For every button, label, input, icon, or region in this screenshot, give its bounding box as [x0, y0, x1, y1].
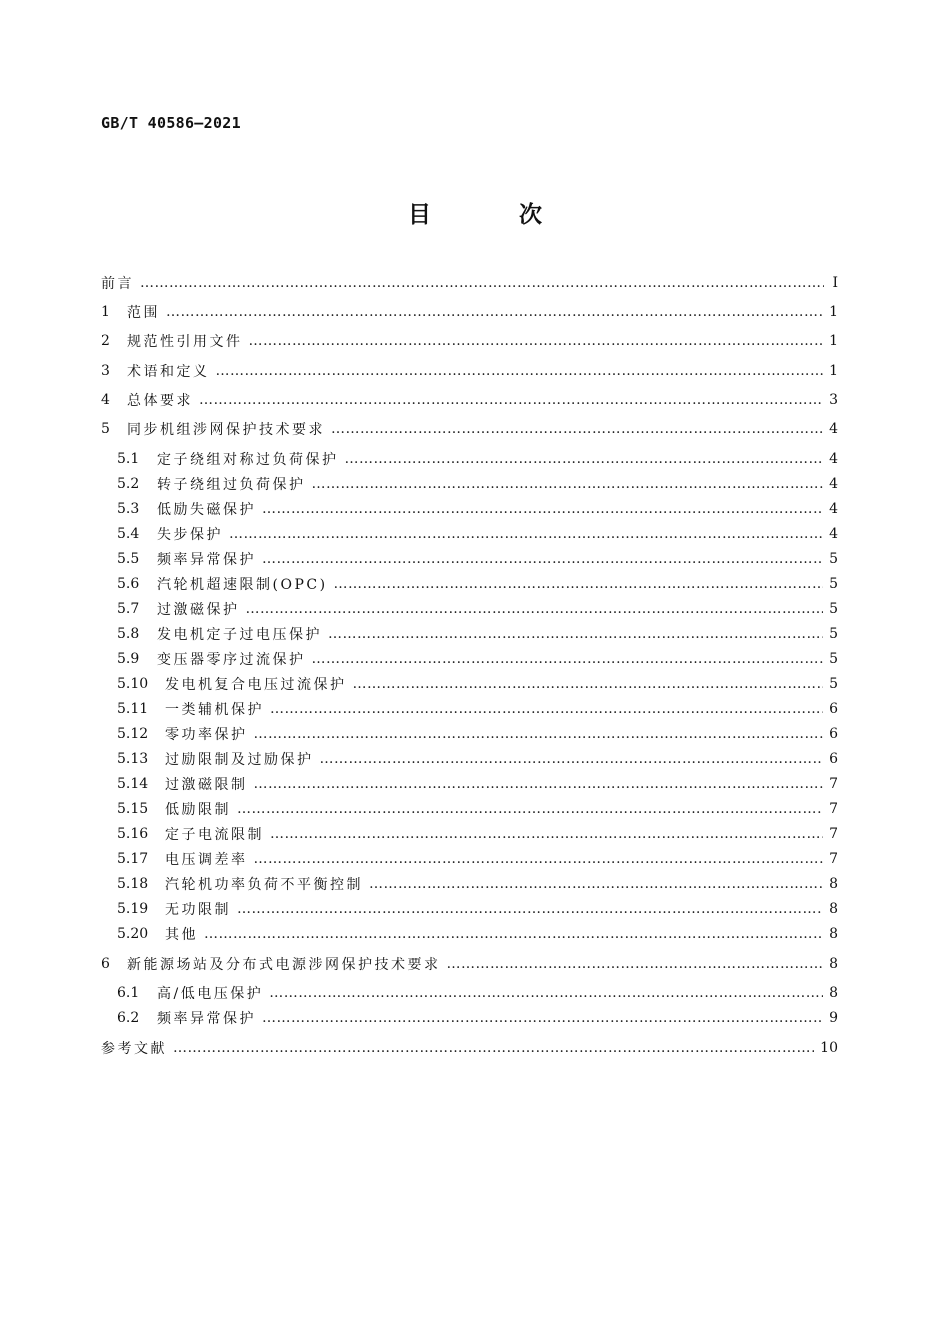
toc-entry-label: 低励限制 [165, 802, 231, 818]
page-title: 目 次 [407, 201, 582, 228]
toc-entry-page-number: 4 [829, 421, 838, 437]
dot-leader [254, 851, 824, 867]
toc-entry-label: 新能源场站及分布式电源涉网保护技术要求 [127, 957, 441, 973]
toc-entry-label: 过励限制及过励保护 [165, 752, 314, 768]
dot-leader [199, 392, 823, 408]
toc-entry-label: 发电机复合电压过流保护 [165, 677, 347, 693]
toc-entry[interactable] [101, 1007, 838, 1029]
toc-entry-number: 5.16 [117, 826, 149, 842]
toc-entry-label: 频率异常保护 [157, 1011, 256, 1027]
toc-entry[interactable] [101, 448, 838, 470]
toc-entry-label: 无功限制 [165, 902, 231, 918]
toc-entry-page-number: 5 [829, 651, 838, 667]
toc-entry-page-number: 7 [829, 826, 838, 842]
toc-entry-page-number: 5 [829, 626, 838, 642]
dot-leader [270, 826, 823, 842]
toc-entry-page-number: 8 [829, 901, 838, 917]
dot-leader [237, 801, 823, 817]
toc-entry[interactable] [101, 982, 838, 1004]
toc-entry[interactable] [101, 723, 838, 745]
toc-entry-number: 5.9 [117, 651, 140, 667]
dot-leader [237, 901, 823, 917]
dot-leader [369, 876, 823, 892]
toc-entry-label: 术语和定义 [127, 364, 210, 380]
dot-leader [331, 421, 823, 437]
toc-entry-number: 5.10 [117, 676, 149, 692]
toc-entry-number: 5.15 [117, 801, 149, 817]
dot-leader [269, 985, 823, 1001]
toc-entry-label: 频率异常保护 [157, 552, 256, 568]
dot-leader [270, 701, 823, 717]
toc-entry[interactable] [101, 673, 838, 695]
toc-entry-label: 一类辅机保护 [165, 702, 264, 718]
toc-entry-page-number: 5 [829, 551, 838, 567]
toc-entry-page-number: 8 [829, 985, 838, 1001]
toc-entry[interactable] [101, 773, 838, 795]
toc-entry-number: 5.6 [117, 576, 140, 592]
toc-entry-number: 6.2 [117, 1010, 140, 1026]
toc-entry-label: 高/低电压保护 [157, 986, 264, 1002]
toc-entry-page-number: 4 [829, 501, 838, 517]
dot-leader [312, 651, 824, 667]
toc-entry[interactable] [101, 498, 838, 520]
toc-entry-label: 零功率保护 [165, 727, 248, 743]
toc-entry-page-number: 4 [829, 476, 838, 492]
toc-entry-number: 4 [101, 392, 110, 408]
toc-entry-page-number: 7 [829, 776, 838, 792]
toc-entry-number: 2 [101, 333, 110, 349]
toc-entry-number: 5.5 [117, 551, 140, 567]
dot-leader [216, 363, 824, 379]
toc-entry-label: 汽轮机功率负荷不平衡控制 [165, 877, 363, 893]
dot-leader [262, 501, 823, 517]
dot-leader [204, 926, 823, 942]
toc-entry[interactable] [101, 698, 838, 720]
toc-entry-label: 定子绕组对称过负荷保护 [157, 452, 339, 468]
toc-entry[interactable] [101, 360, 838, 382]
toc-entry-number: 5.19 [117, 901, 149, 917]
toc-entry-number: 5.3 [117, 501, 140, 517]
toc-entry[interactable] [101, 798, 838, 820]
toc-entry-label: 总体要求 [127, 393, 193, 409]
toc-entry-page-number: 6 [829, 701, 838, 717]
toc-entry-label: 过激磁限制 [165, 777, 248, 793]
dot-leader [246, 601, 824, 617]
toc-entry-page-number: 7 [829, 801, 838, 817]
toc-entry-page-number: 5 [829, 601, 838, 617]
dot-leader [229, 526, 823, 542]
toc-entry-number: 6.1 [117, 985, 140, 1001]
dot-leader [353, 676, 824, 692]
toc-entry-page-number: 6 [829, 751, 838, 767]
toc-entry[interactable] [101, 523, 838, 545]
dot-leader [345, 451, 824, 467]
toc-entry[interactable] [101, 648, 838, 670]
toc-entry-page-number: 7 [829, 851, 838, 867]
toc-entry[interactable] [101, 1037, 838, 1059]
dot-leader [262, 551, 823, 567]
toc-entry-number: 6 [101, 956, 110, 972]
toc-entry-number: 5.12 [117, 726, 149, 742]
toc-entry[interactable] [101, 548, 838, 570]
toc-entry[interactable] [101, 953, 838, 975]
toc-entry[interactable] [101, 623, 838, 645]
toc-entry-page-number: 4 [829, 526, 838, 542]
toc-entry-label: 参考文献 [101, 1041, 167, 1057]
toc-entry-page-number: 1 [829, 333, 838, 349]
toc-entry-page-number: 9 [829, 1010, 838, 1026]
toc-entry-number: 5 [101, 421, 110, 437]
toc-entry-label: 低励失磁保护 [157, 502, 256, 518]
toc-entry[interactable] [101, 823, 838, 845]
toc-entry-number: 5.14 [117, 776, 149, 792]
toc-entry-number: 5.20 [117, 926, 149, 942]
toc-entry-label: 变压器零序过流保护 [157, 652, 306, 668]
standard-code: GB/T 40586—2021 [101, 114, 241, 132]
toc-entry-number: 5.13 [117, 751, 149, 767]
toc-entry[interactable] [101, 848, 838, 870]
toc-entry-page-number: 8 [829, 876, 838, 892]
toc-entry-page-number: 5 [829, 576, 838, 592]
dot-leader [447, 956, 824, 972]
toc-entry-number: 5.1 [117, 451, 140, 467]
toc-entry-label: 发电机定子过电压保护 [157, 627, 322, 643]
toc-entry-page-number: 3 [829, 392, 838, 408]
toc-entry-label: 转子绕组过负荷保护 [157, 477, 306, 493]
toc-entry-page-number: 4 [829, 451, 838, 467]
toc-entry-label: 前言 [101, 276, 134, 292]
toc-entry-label: 规范性引用文件 [127, 334, 243, 350]
toc-entry-page-number: 6 [829, 726, 838, 742]
toc-entry-page-number: 8 [829, 956, 838, 972]
toc-entry-number: 5.2 [117, 476, 140, 492]
toc-entry-label: 范围 [127, 305, 160, 321]
toc-entry-label: 定子电流限制 [165, 827, 264, 843]
dot-leader [249, 333, 824, 349]
dot-leader [334, 576, 824, 592]
toc-entry[interactable] [101, 873, 838, 895]
toc-entry-label: 同步机组涉网保护技术要求 [127, 422, 325, 438]
toc-entry-page-number: Ⅰ [832, 275, 838, 291]
dot-leader [173, 1040, 814, 1056]
toc-entry[interactable] [101, 389, 838, 411]
toc-entry-label: 其他 [165, 927, 198, 943]
dot-leader [254, 726, 824, 742]
toc-entry[interactable] [101, 473, 838, 495]
toc-entry-number: 5.7 [117, 601, 140, 617]
toc-entry-number: 3 [101, 363, 110, 379]
dot-leader [312, 476, 824, 492]
toc-entry-label: 电压调差率 [165, 852, 248, 868]
toc-entry-label: 过激磁保护 [157, 602, 240, 618]
toc-entry[interactable] [101, 272, 838, 294]
toc-entry[interactable] [101, 748, 838, 770]
toc-entry-number: 5.11 [117, 701, 149, 717]
toc-entry[interactable] [101, 418, 838, 440]
toc-entry-number: 5.18 [117, 876, 149, 892]
toc-entry-label: 汽轮机超速限制(OPC) [157, 577, 328, 593]
toc-entry-page-number: 8 [829, 926, 838, 942]
toc-entry[interactable] [101, 301, 838, 323]
toc-entry[interactable] [101, 898, 838, 920]
toc-entry-page-number: 10 [820, 1040, 838, 1056]
dot-leader [166, 304, 823, 320]
toc-entry[interactable] [101, 598, 838, 620]
toc-entry[interactable] [101, 573, 838, 595]
toc-entry-label: 失步保护 [157, 527, 223, 543]
dot-leader [254, 776, 824, 792]
dot-leader [262, 1010, 823, 1026]
dot-leader [328, 626, 823, 642]
toc-entry[interactable] [101, 923, 838, 945]
dot-leader [140, 275, 824, 291]
toc-entry-number: 5.17 [117, 851, 149, 867]
toc-entry[interactable] [101, 330, 838, 352]
toc-entry-page-number: 5 [829, 676, 838, 692]
toc-entry-number: 1 [101, 304, 110, 320]
toc-entry-page-number: 1 [829, 363, 838, 379]
toc-entry-number: 5.8 [117, 626, 140, 642]
toc-entry-number: 5.4 [117, 526, 140, 542]
toc-entry-page-number: 1 [829, 304, 838, 320]
dot-leader [320, 751, 824, 767]
